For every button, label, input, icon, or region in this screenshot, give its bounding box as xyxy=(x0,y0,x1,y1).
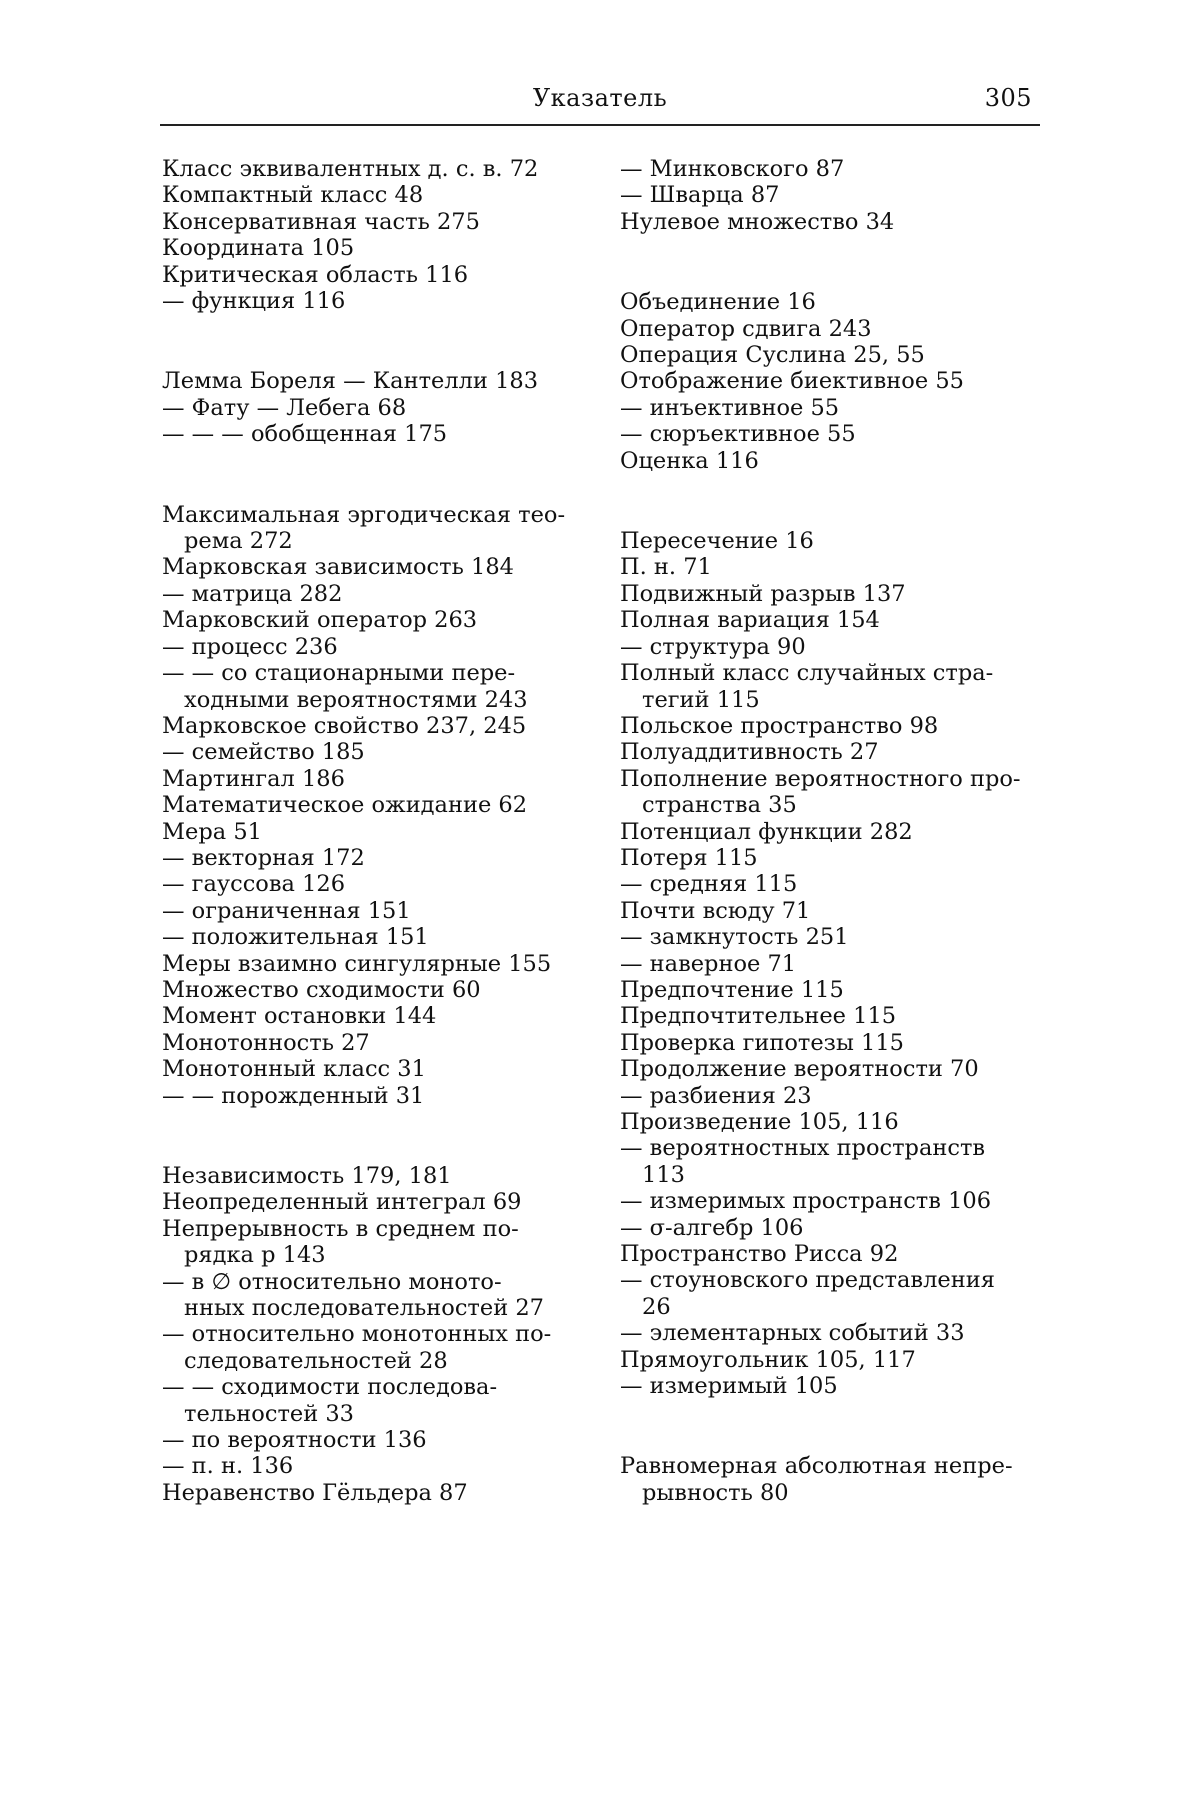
index-entry: — структура 90 xyxy=(620,633,806,660)
index-entry: Независимость 179, 181 xyxy=(162,1163,452,1189)
index-entry-continuation: 26 xyxy=(642,1293,671,1320)
index-entry: Польское пространство 98 xyxy=(620,712,939,739)
index-entry: — наверное 71 xyxy=(620,950,797,977)
index-entry: Подвижный разрыв 137 xyxy=(620,580,906,607)
index-entry: — матрица 282 xyxy=(162,580,343,607)
index-entry: — векторная 172 xyxy=(162,844,365,871)
index-entry: — инъективное 55 xyxy=(620,394,840,421)
running-head xyxy=(160,84,1040,124)
index-letter-group xyxy=(162,1163,582,1506)
index-entry: Монотонность 27 xyxy=(162,1029,370,1056)
index-entry: Непрерывность в среднем по- xyxy=(162,1215,519,1242)
index-entry: Марковская зависимость 184 xyxy=(162,554,514,581)
index-entry: Множество сходимости 60 xyxy=(162,976,481,1003)
index-entry: Пополнение вероятностного про- xyxy=(620,765,1021,792)
index-entry: Произведение 105, 116 xyxy=(620,1109,899,1135)
index-entry: Предпочтительнее 115 xyxy=(620,1003,897,1030)
index-entry: — ограниченная 151 xyxy=(162,897,411,924)
index-entry: Неопределенный интеграл 69 xyxy=(162,1189,522,1216)
index-entry: — — со стационарными пере- xyxy=(162,660,516,687)
index-entry: — σ-алгебр 106 xyxy=(620,1214,804,1241)
index-entry-continuation: рядка p 143 xyxy=(184,1242,326,1269)
index-entry: Консервативная часть 275 xyxy=(162,208,480,235)
index-entry: Мера 51 xyxy=(162,818,262,845)
index-entry: Потенциал функции 282 xyxy=(620,818,913,845)
index-entry-continuation: ходными вероятностями 243 xyxy=(184,686,528,713)
index-entry: Координата 105 xyxy=(162,235,355,262)
index-entry: Класс эквивалентных д. с. в. 72 xyxy=(162,156,539,182)
index-entry-continuation: 113 xyxy=(642,1161,685,1188)
index-entry: — измеримый 105 xyxy=(620,1373,838,1400)
index-entry: — Фату — Лебега 68 xyxy=(162,394,407,421)
index-column-left xyxy=(162,156,582,1506)
index-letter-group xyxy=(620,156,1052,235)
index-entry: Меры взаимно сингулярные 155 xyxy=(162,950,552,977)
index-entry: — семейство 185 xyxy=(162,739,365,766)
index-letter-group xyxy=(620,289,1052,474)
index-entry: — Шварца 87 xyxy=(620,182,780,209)
index-entry: Критическая область 116 xyxy=(162,261,469,288)
index-letter-group xyxy=(162,502,582,1109)
index-entry: Момент остановки 144 xyxy=(162,1003,437,1030)
index-entry: Потеря 115 xyxy=(620,844,758,871)
index-entry: Полная вариация 154 xyxy=(620,607,880,634)
index-entry: — — порожденный 31 xyxy=(162,1082,425,1109)
index-entry: Оператор сдвига 243 xyxy=(620,315,872,342)
index-entry: — разбиения 23 xyxy=(620,1082,812,1109)
index-entry-continuation: рывность 80 xyxy=(642,1479,789,1506)
index-entry: Лемма Бореля — Кантелли 183 xyxy=(162,368,539,395)
index-entry: — по вероятности 136 xyxy=(162,1427,427,1454)
index-entry: — измеримых пространств 106 xyxy=(620,1188,992,1215)
index-entry: Мартингал 186 xyxy=(162,765,345,792)
index-entry: — — сходимости последова- xyxy=(162,1374,498,1401)
index-letter-group xyxy=(620,528,1052,1399)
index-entry: — замкнутость 251 xyxy=(620,924,849,951)
index-entry: Равномерная абсолютная непре- xyxy=(620,1453,1013,1480)
index-entry-continuation: рема 272 xyxy=(184,528,293,555)
index-entry: Проверка гипотезы 115 xyxy=(620,1029,904,1056)
index-entry: Объединение 16 xyxy=(620,289,816,316)
index-entry: Компактный класс 48 xyxy=(162,182,424,209)
index-entry: Марковский оператор 263 xyxy=(162,607,478,634)
index-entry: — сюръективное 55 xyxy=(620,421,856,448)
index-entry-continuation: тегий 115 xyxy=(642,686,760,713)
index-entry-continuation: странства 35 xyxy=(642,792,797,819)
page-number: 305 xyxy=(984,84,1032,112)
index-entry: Почти всюду 71 xyxy=(620,897,811,924)
index-entry: — средняя 115 xyxy=(620,871,798,898)
index-entry: Математическое ожидание 62 xyxy=(162,792,528,819)
index-entry: — гауссова 126 xyxy=(162,871,346,898)
index-entry: П. н. 71 xyxy=(620,554,712,581)
index-letter-group xyxy=(162,156,582,314)
index-entry-continuation: нных последовательностей 27 xyxy=(184,1295,544,1322)
index-entry: Пространство Рисса 92 xyxy=(620,1241,899,1268)
index-entry: — положительная 151 xyxy=(162,924,429,951)
index-entry: — — — обобщенная 175 xyxy=(162,421,448,448)
running-head-title: Указатель xyxy=(532,84,668,112)
index-entry: — в ∅ относительно моното- xyxy=(162,1268,502,1295)
index-entry: — элементарных событий 33 xyxy=(620,1320,965,1347)
index-entry-continuation: тельностей 33 xyxy=(184,1400,354,1427)
index-entry: Полуаддитивность 27 xyxy=(620,739,879,766)
index-entry: Предпочтение 115 xyxy=(620,976,844,1003)
index-entry: Нулевое множество 34 xyxy=(620,208,895,235)
index-entry: Оценка 116 xyxy=(620,447,759,474)
index-column-right xyxy=(620,156,1052,1506)
index-entry: Отображение биективное 55 xyxy=(620,368,964,395)
index-entry: — Минковского 87 xyxy=(620,156,845,182)
index-letter-group xyxy=(620,1453,1052,1506)
index-entry: Прямоугольник 105, 117 xyxy=(620,1346,916,1373)
index-entry: Неравенство Гёльдера 87 xyxy=(162,1479,468,1506)
index-entry: — вероятностных пространств xyxy=(620,1135,986,1162)
header-rule xyxy=(160,124,1040,126)
index-entry: — относительно монотонных по- xyxy=(162,1321,552,1348)
index-entry: — процесс 236 xyxy=(162,633,338,660)
index-letter-group xyxy=(162,368,582,447)
index-entry: Полный класс случайных стра- xyxy=(620,660,994,687)
index-entry: — стоуновского представления xyxy=(620,1267,995,1294)
index-entry: Максимальная эргодическая тео- xyxy=(162,501,566,528)
index-entry: Пересечение 16 xyxy=(620,528,814,555)
index-entry-continuation: следовательностей 28 xyxy=(184,1347,448,1374)
index-entry: Марковское свойство 237, 245 xyxy=(162,712,527,739)
index-entry: Продолжение вероятности 70 xyxy=(620,1056,979,1083)
index-entry: Монотонный класс 31 xyxy=(162,1056,426,1083)
index-entry: — п. н. 136 xyxy=(162,1453,294,1480)
index-entry: — функция 116 xyxy=(162,288,346,315)
index-entry: Операция Суслина 25, 55 xyxy=(620,342,925,369)
